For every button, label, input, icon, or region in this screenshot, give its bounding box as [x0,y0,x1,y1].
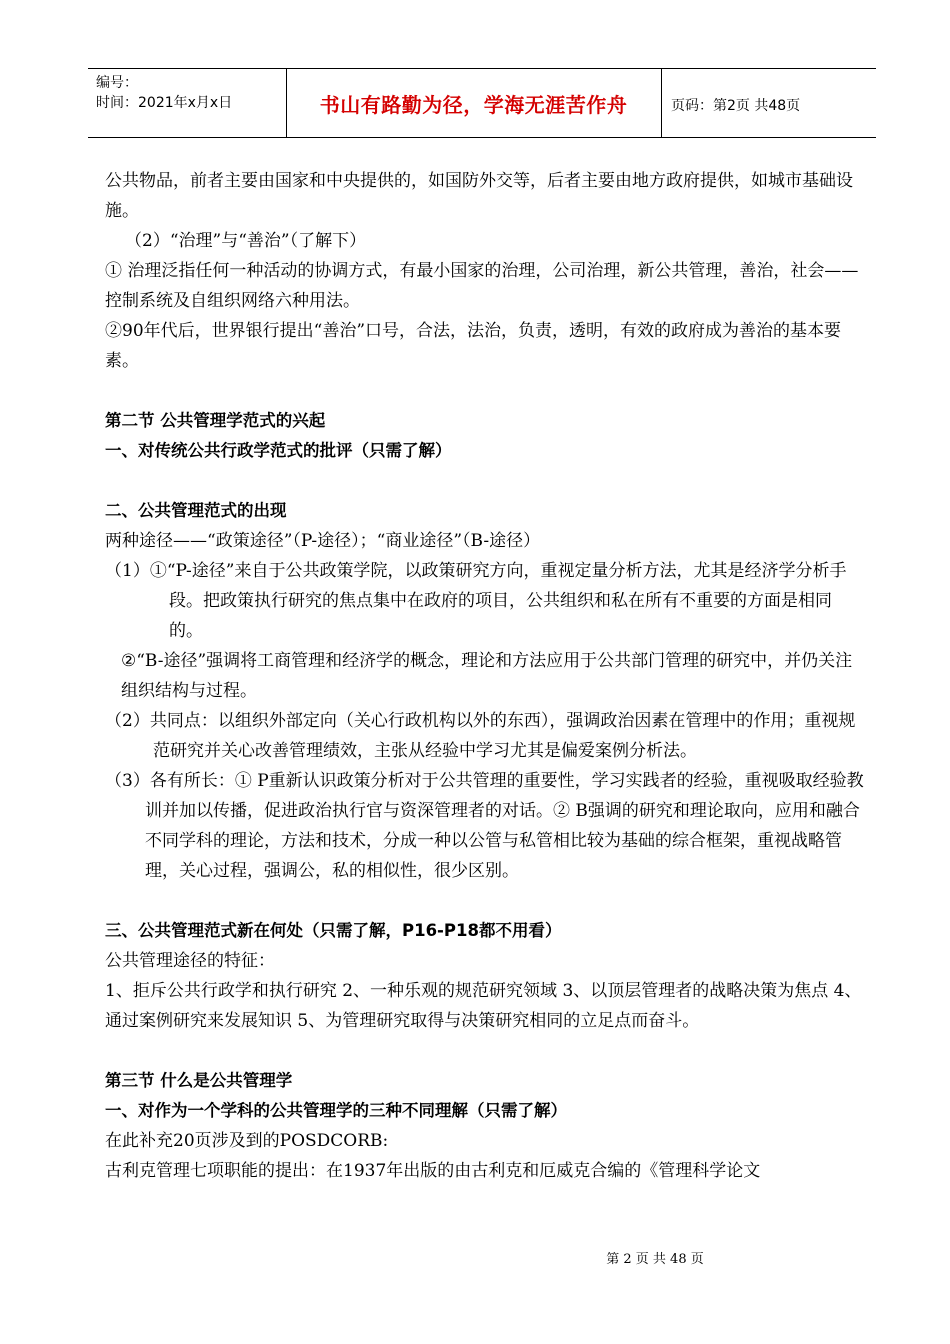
subsection-heading: 一、对传统公共行政学范式的批评（只需了解） [105,441,452,460]
paragraph: 两种途径——“政策途径”（P-途径）；“商业途径”（B-途径） [105,531,541,551]
subsection-heading: 一、对作为一个学科的公共管理学的三种不同理解（只需了解） [105,1101,567,1120]
header-page-label: 页码：第2页 共48页 [671,98,801,114]
paragraph: 在此补充20页涉及到的POSDCORB: [105,1131,389,1151]
paragraph: 公共物品，前者主要由国家和中央提供的，如国防外交等，后者主要由地方政府提供，如城市基础设施。 [105,171,853,221]
document-body [105,166,865,1186]
subsection-heading: 二、公共管理范式的出现 [105,501,287,520]
paragraph: （2）“治理”与“善治”（了解下） [125,231,367,251]
paragraph: 1、拒斥公共行政学和执行研究 2、一种乐观的规范研究领域 3、以顶层管理者的战略决策为焦点 4、通过案例研究来发展知识 5、为管理研究取得与决策研究相同的立足点而奋斗。 [105,981,862,1031]
paragraph: ②90年代后，世界银行提出“善治”口号，合法，法治，负责，透明，有效的政府成为善治的基本要素。 [105,321,842,371]
paragraph: （2）共同点：以组织外部定向（关心行政机构以外的东西），强调政治因素在管理中的作用；重视规范研究并关心改善管理绩效，主张从经验中学习尤其是偏爱案例分析法。 [105,711,856,761]
paragraph: ① 治理泛指任何一种活动的协调方式，有最小国家的治理，公司治理，新公共管理，善治，社会——控制系统及自组织网络六种用法。 [105,261,859,311]
subsection-heading: 三、公共管理范式新在何处（只需了解，P16-P18都不用看） [105,921,562,940]
header-motto: 书山有路勤为径，学海无涯苦作舟 [319,93,628,117]
paragraph: （3）各有所长：① P重新认识政策分析对于公共管理的重要性，学习实践者的经验，重视吸取经验教训并加以传播，促进政治执行官与资深管理者的对话。② B强调的研究和理论取向，应用和融合不同学科的理论，方法和技术，分成一种以公管与私管相比较为基础的综合框架，重视战略管理，关心过程，强调公，私的相似性，很少区别。 [105,771,864,881]
page-header [88,68,876,138]
paragraph: （1）①“P-途径”来自于公共政策学院，以政策研究方向，重视定量分析方法，尤其是经济学分析手段。把政策执行研究的焦点集中在政府的项目，公共组织和私在所有不重要的方面是相同的。 [105,561,847,641]
page-footer: 第 2 页 共 48 页 [606,1252,704,1267]
paragraph: ②“B-途径”强调将工商管理和经济学的概念，理论和方法应用于公共部门管理的研究中，并仍关注组织结构与过程。 [121,651,853,701]
paragraph: 古利克管理七项职能的提出：在1937年出版的由古利克和厄威克合编的《管理科学论文 [105,1161,761,1181]
number-label: 编号： [96,75,138,91]
section-heading: 第三节 什么是公共管理学 [105,1071,293,1090]
time-label: 时间：2021年x月x日 [96,95,233,111]
header-divider [661,69,662,137]
section-heading: 第二节 公共管理学范式的兴起 [105,411,326,430]
header-left [96,73,232,113]
paragraph: 公共管理途径的特征： [105,951,275,971]
